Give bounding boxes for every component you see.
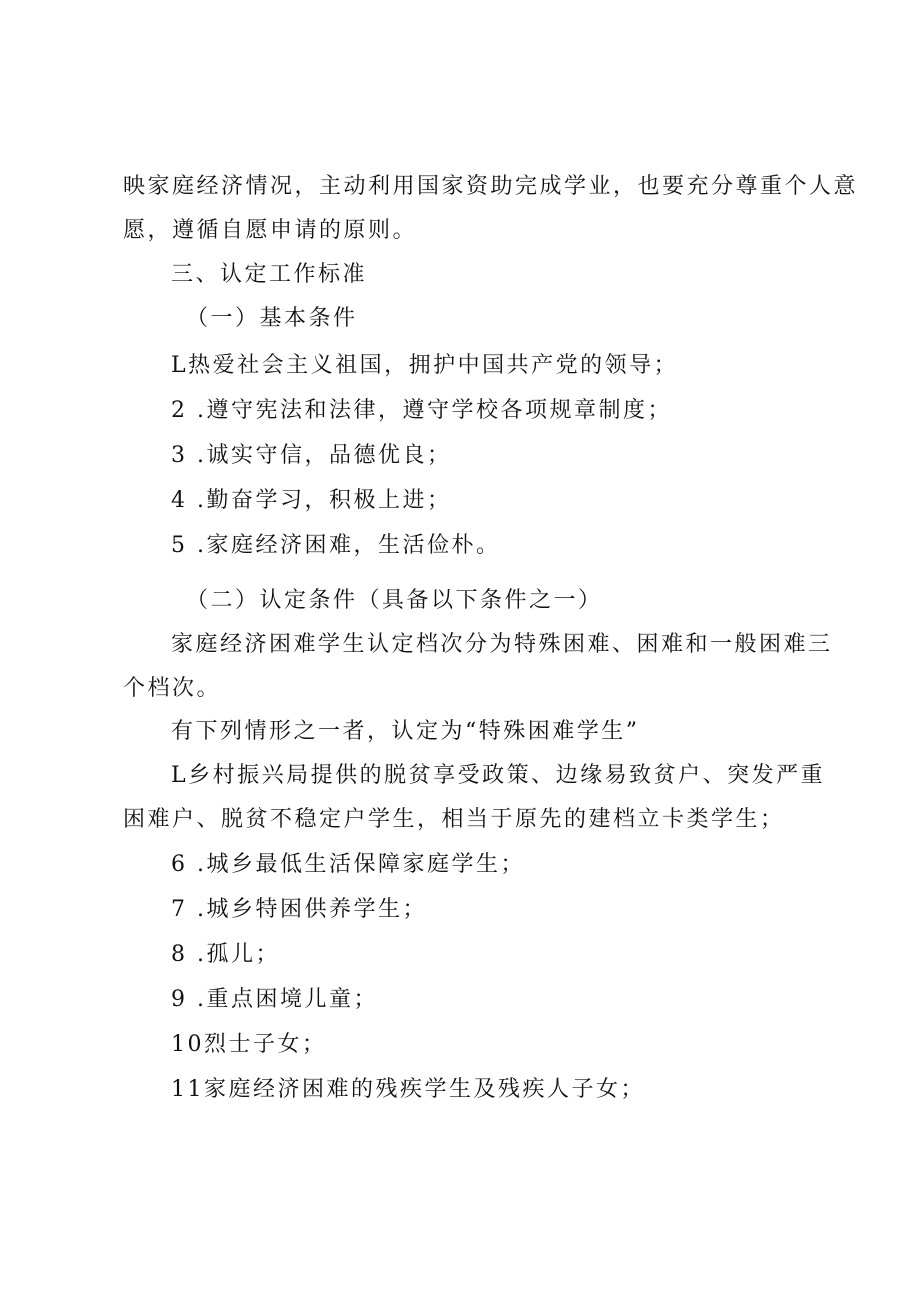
subsection-heading: （一）基本条件 — [186, 306, 358, 331]
paragraph-line: 个档次。 — [123, 676, 222, 701]
paragraph-line: 映家庭经济情况，主动利用国家资助完成学业，也要充分尊重个人意 — [123, 174, 859, 199]
list-item: 4 .勤奋学习，积极上进； — [171, 488, 452, 513]
list-item: 11家庭经济困难的残疾学生及残疾人子女； — [171, 1077, 645, 1102]
list-item: 9 .重点困境儿童； — [171, 987, 378, 1012]
list-item: 6 .城乡最低生活保障家庭学生； — [171, 852, 525, 877]
paragraph-line: 愿，遵循自愿申请的原则。 — [123, 218, 418, 243]
list-item: 3 .诚实守信，品德优良； — [171, 443, 452, 468]
list-item: 8 .孤儿； — [171, 942, 280, 967]
list-item: 5 .家庭经济困难，生活俭朴。 — [171, 533, 501, 558]
list-item: 2 .遵守宪法和法律，遵守学校各项规章制度； — [171, 398, 672, 423]
list-item: 10烈士子女； — [171, 1032, 327, 1057]
paragraph-line: 有下列情形之一者，认定为“特殊困难学生” — [171, 719, 640, 744]
list-item: 7 .城乡特困供养学生； — [171, 897, 427, 922]
subsection-heading: （二）认定条件（具备以下条件之一） — [186, 588, 603, 613]
paragraph-line: 困难户、脱贫不稳定户学生，相当于原先的建档立卡类学生； — [123, 807, 785, 832]
list-item: L热爱社会主义祖国，拥护中国共产党的领导； — [171, 353, 679, 378]
list-item: L乡村振兴局提供的脱贫享受政策、边缘易致贫户、突发严重 — [171, 763, 826, 788]
section-heading: 三、认定工作标准 — [171, 262, 368, 287]
paragraph-line: 家庭经济困难学生认定档次分为特殊困难、困难和一般困难三 — [171, 632, 833, 657]
